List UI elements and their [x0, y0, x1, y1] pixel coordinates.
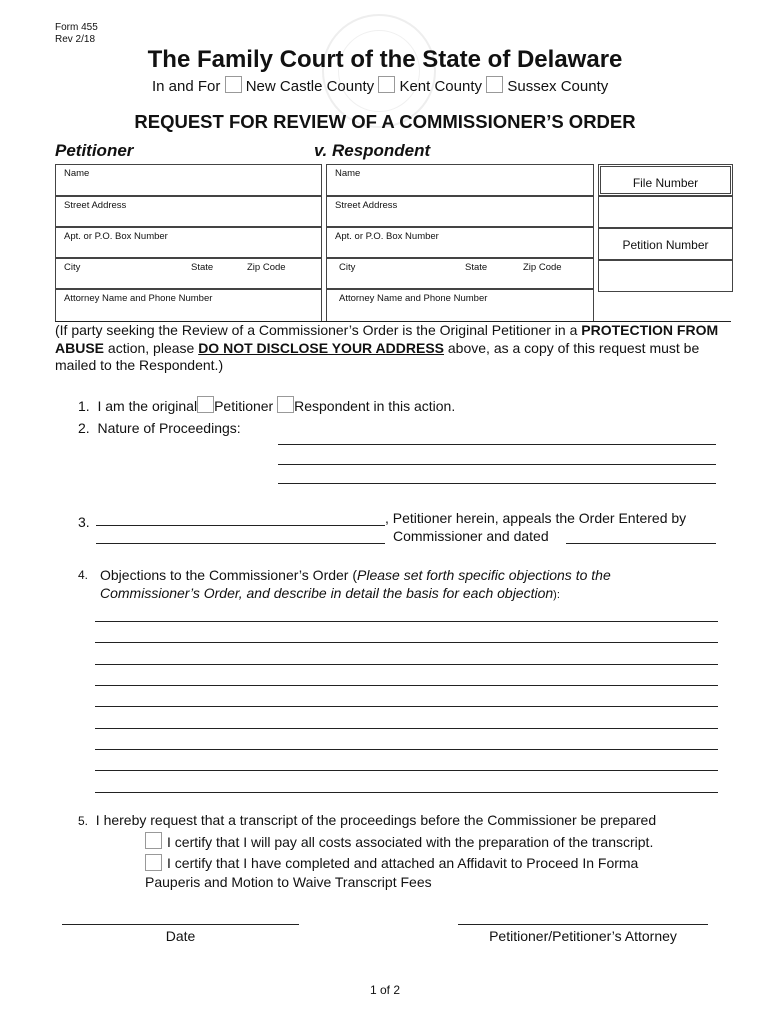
petitioner-apt-field[interactable]	[55, 227, 322, 258]
respondent-city-state-zip-field[interactable]	[326, 258, 594, 289]
field-label: Apt. or P.O. Box Number	[335, 231, 439, 242]
field-label: City	[64, 262, 81, 273]
page-number: 1 of 2	[369, 983, 401, 997]
notice-text: action, please	[104, 339, 199, 356]
nature-line-1[interactable]	[278, 444, 716, 445]
nature-line-3[interactable]	[278, 483, 716, 484]
objection-line-8[interactable]	[95, 770, 718, 771]
objection-line-9[interactable]	[95, 792, 718, 793]
form-revision: Rev 2/18	[55, 34, 96, 45]
date-signature-line[interactable]	[62, 924, 299, 925]
item-number: 1.	[78, 398, 90, 414]
petitioner-street-field[interactable]	[55, 196, 322, 227]
objection-line-2[interactable]	[95, 642, 718, 643]
petitioner-name-line[interactable]	[96, 525, 385, 526]
item-1-text: I am the original	[97, 398, 198, 414]
respondent-checkbox[interactable]	[277, 396, 294, 413]
item-5	[78, 812, 656, 828]
objection-line-7[interactable]	[95, 749, 718, 750]
notice-text: (If party seeking the Review of a Commissioner’s Order is the Original Petitioner in a	[55, 322, 582, 338]
respondent-option-label: Respondent in this action.	[294, 398, 456, 414]
signer-label: Petitioner/Petitioner’s Attorney	[489, 928, 677, 944]
nature-line-2[interactable]	[278, 464, 716, 465]
item-3-text: , Petitioner herein, appeals the Order Entered by	[385, 510, 687, 526]
pay-costs-label: I certify that I will pay all costs associated with the preparation of the transcript.	[167, 834, 654, 850]
item-number: 5.	[78, 814, 89, 828]
county-selector	[152, 76, 608, 95]
item-2	[78, 420, 241, 436]
petitioner-option-label: Petitioner	[214, 398, 274, 414]
item-1	[78, 396, 455, 414]
objection-line-3[interactable]	[95, 664, 718, 665]
petitioner-name-field[interactable]	[55, 164, 322, 196]
item-2-text: Nature of Proceedings:	[97, 420, 241, 436]
respondent-apt-field[interactable]	[326, 227, 594, 258]
field-label: Attorney Name and Phone Number	[339, 293, 488, 304]
date-label: Date	[165, 928, 196, 944]
sussex-label: Sussex County	[507, 78, 609, 95]
item-4-lead: Objections to the Commissioner’s Order (	[100, 567, 358, 583]
document-title: REQUEST FOR REVIEW OF A COMMISSIONER’S ORDER	[134, 111, 636, 132]
petitioner-heading: Petitioner	[55, 141, 134, 160]
ifp-label-cont: Pauperis and Motion to Waive Transcript Fees	[145, 874, 432, 890]
item-number: 2.	[78, 420, 90, 436]
petition-number-label-cell	[598, 228, 733, 260]
petitioner-city-state-zip-field[interactable]	[55, 258, 322, 289]
item-3-commissioner-text: Commissioner and dated	[393, 528, 549, 544]
court-title: The Family Court of the State of Delaware	[147, 46, 623, 73]
ifp-label: I certify that I have completed and attached an Affidavit to Proceed In Forma	[167, 855, 639, 871]
objection-line-4[interactable]	[95, 685, 718, 686]
item-4-tail: ):	[553, 589, 560, 601]
respondent-name-field[interactable]	[326, 164, 594, 196]
commissioner-name-line[interactable]	[96, 543, 385, 544]
notice-text: above, as a copy of this request must be mailed to the Respondent.)	[55, 339, 700, 373]
file-number-label: File Number	[632, 176, 699, 190]
field-label: Street Address	[64, 200, 127, 211]
pay-costs-checkbox[interactable]	[145, 832, 162, 849]
petitioner-attorney-field[interactable]	[55, 289, 322, 321]
item-4-number: 4.	[78, 568, 89, 582]
form-number: Form 455	[55, 22, 98, 33]
petitioner-checkbox[interactable]	[197, 396, 214, 413]
new-castle-checkbox[interactable]	[225, 76, 242, 93]
petition-number-label: Petition Number	[622, 238, 709, 252]
order-date-line[interactable]	[566, 543, 716, 544]
objection-line-5[interactable]	[95, 706, 718, 707]
sussex-checkbox[interactable]	[486, 76, 503, 93]
field-label: State	[191, 262, 214, 273]
petition-number-field[interactable]	[598, 260, 733, 292]
field-label: City	[339, 262, 356, 273]
file-number-label-cell	[598, 164, 733, 196]
pay-costs-option	[145, 832, 162, 852]
respondent-attorney-field[interactable]	[326, 289, 594, 321]
kent-label: Kent County	[399, 78, 483, 95]
file-number-field[interactable]	[598, 196, 733, 228]
ifp-option	[145, 854, 162, 874]
kent-checkbox[interactable]	[378, 76, 395, 93]
notice-pfa-bold: PROTECTION FROM ABUSE	[55, 322, 719, 356]
respondent-heading: v. Respondent	[314, 141, 431, 160]
item-4-instructions: Please set forth specific objections to the Commissioner’s Order, and describe in detail the basis for each objection	[100, 567, 611, 601]
pfa-notice	[55, 322, 723, 375]
item-5-text: I hereby request that a transcript of the proceedings before the Commissioner be prepared	[95, 812, 657, 828]
item-4-text	[100, 566, 700, 604]
field-label: Name	[335, 168, 361, 179]
objection-line-1[interactable]	[95, 621, 718, 622]
field-label: Street Address	[335, 200, 398, 211]
field-label: State	[465, 262, 488, 273]
field-label: Zip Code	[523, 262, 562, 273]
ifp-checkbox[interactable]	[145, 854, 162, 871]
new-castle-label: New Castle County	[245, 78, 375, 95]
respondent-street-field[interactable]	[326, 196, 594, 227]
objection-line-6[interactable]	[95, 728, 718, 729]
in-and-for-label: In and For	[152, 78, 221, 95]
notice-do-not-disclose: DO NOT DISCLOSE YOUR ADDRESS	[198, 339, 444, 356]
field-label: Apt. or P.O. Box Number	[64, 231, 168, 242]
field-label: Attorney Name and Phone Number	[64, 293, 213, 304]
petitioner-signature-line[interactable]	[458, 924, 708, 925]
field-label: Zip Code	[247, 262, 286, 273]
field-label: Name	[64, 168, 90, 179]
item-3-number: 3.	[78, 514, 90, 530]
